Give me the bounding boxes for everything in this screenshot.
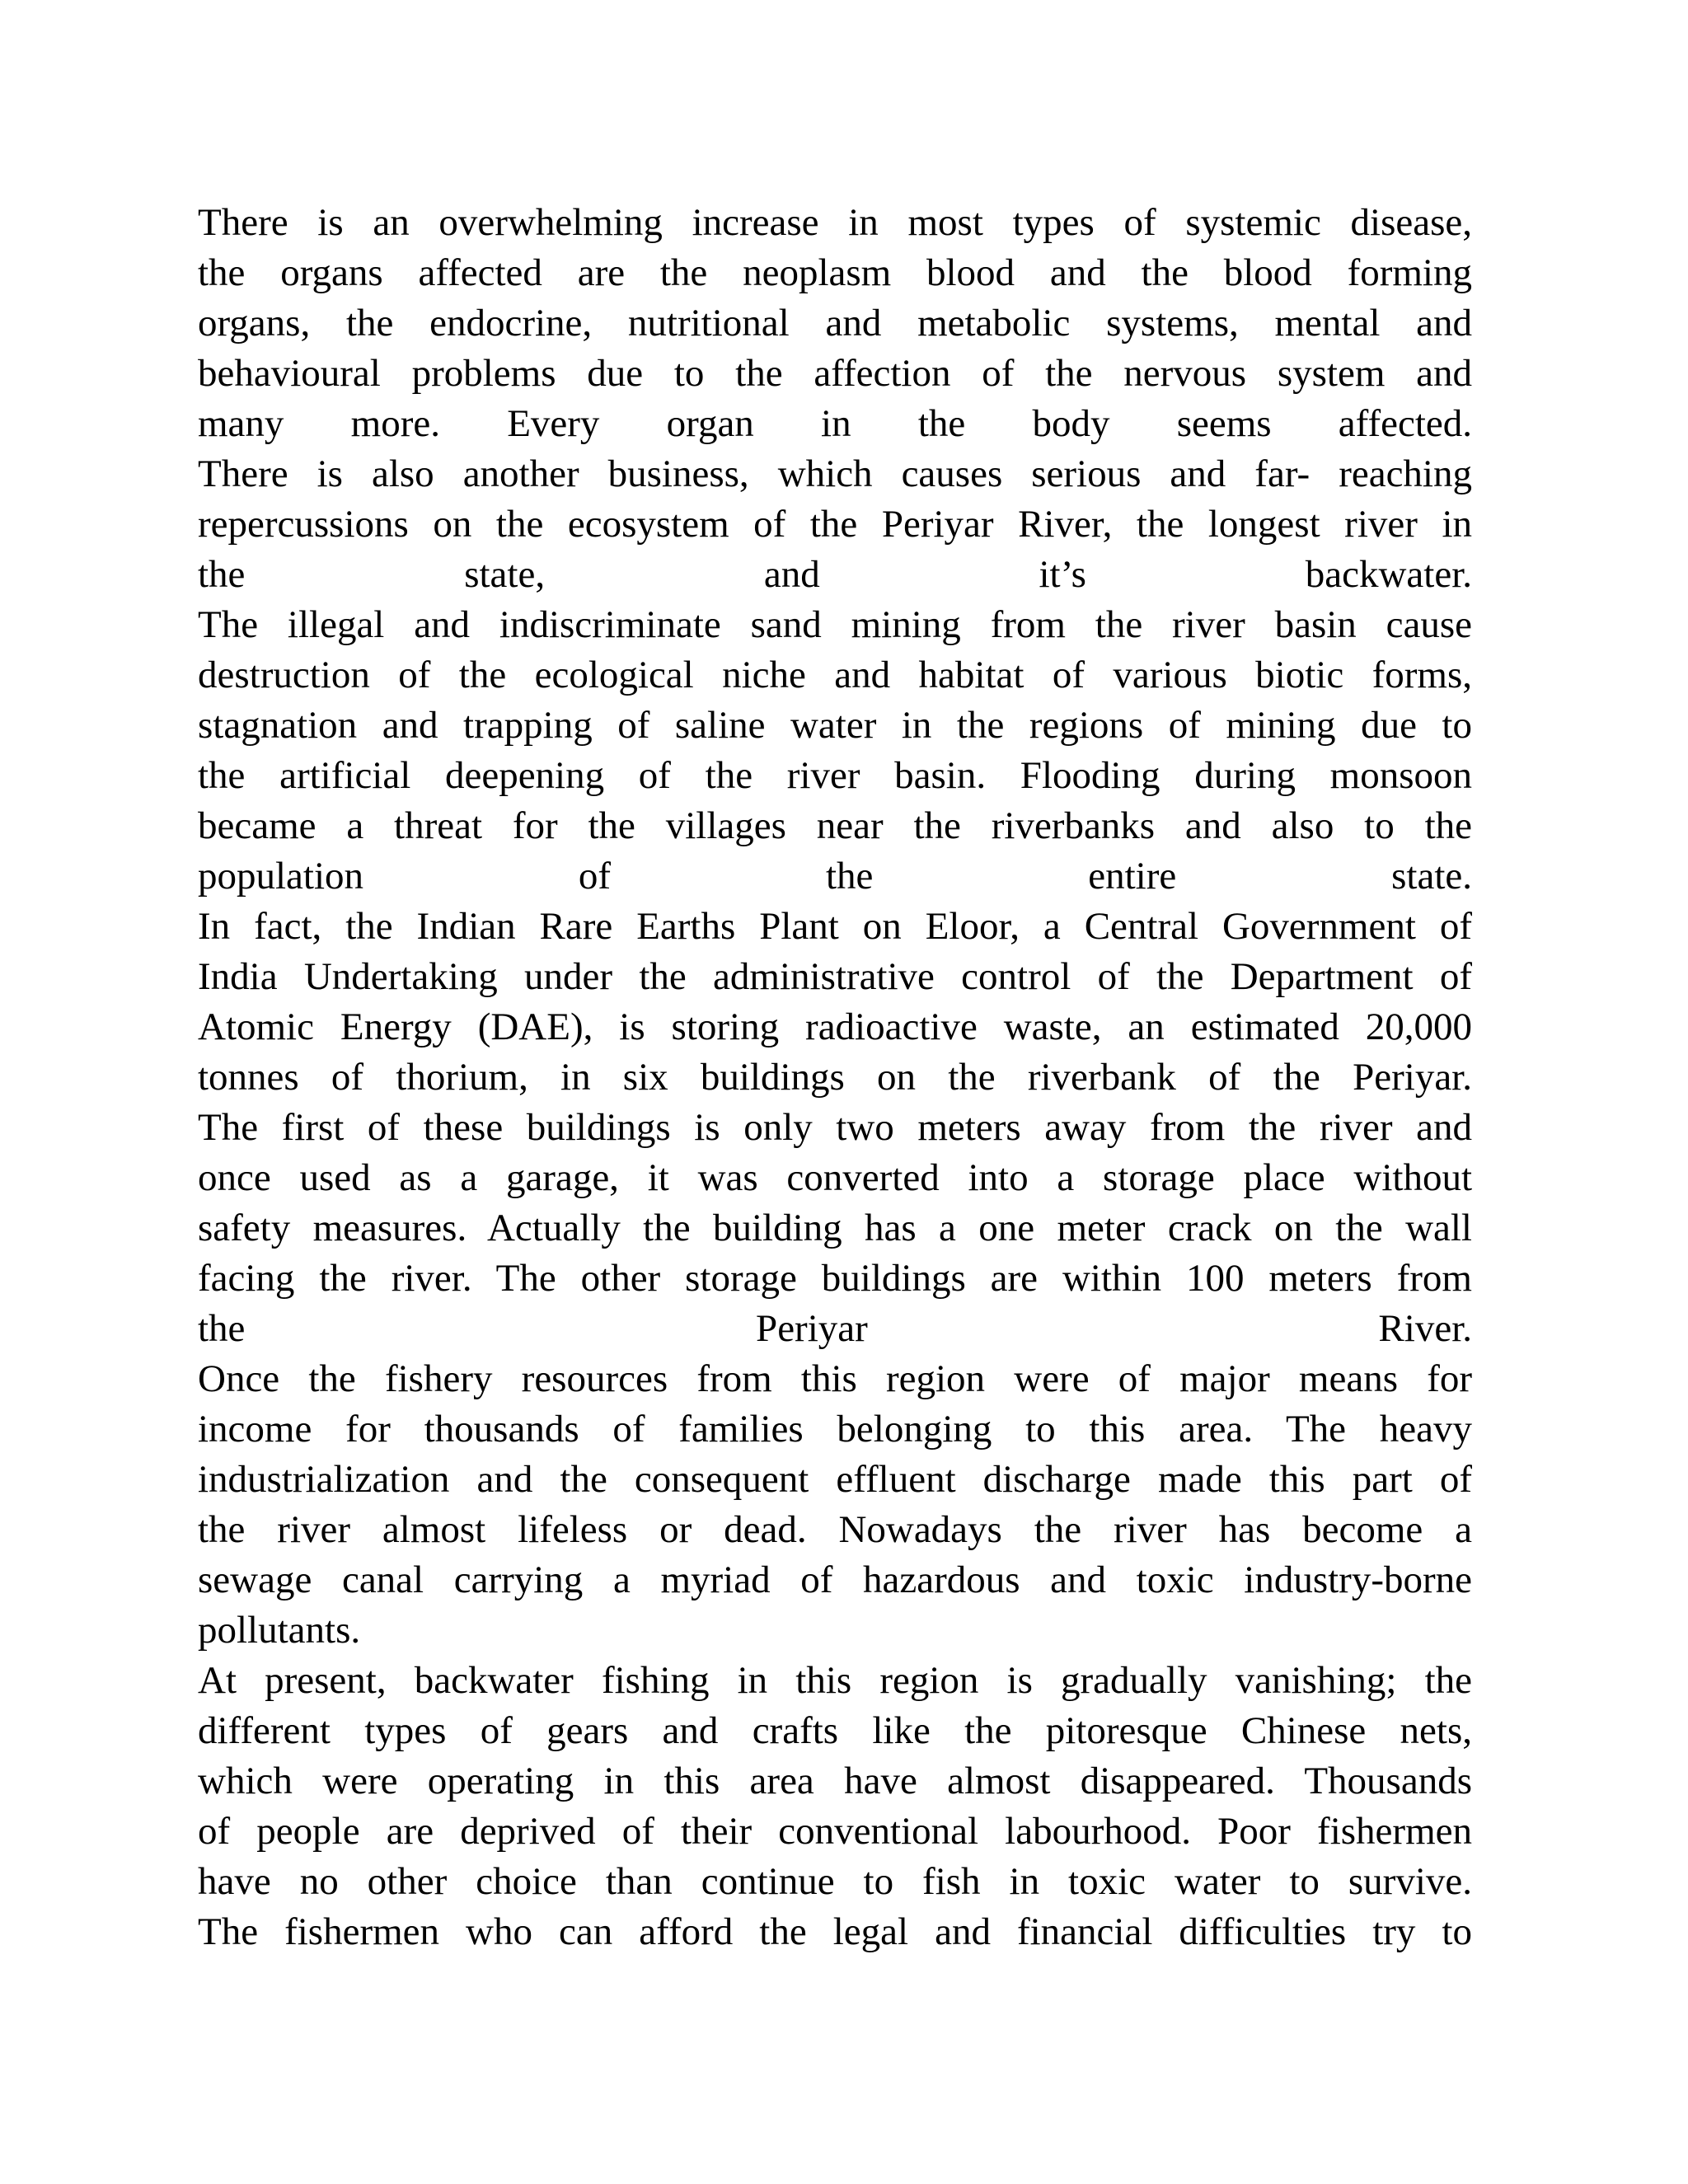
- text-line: many more. Every organ in the body seems affected.: [198, 402, 1472, 445]
- text-line: There is also another business, which causes serious and far- reaching: [198, 452, 1472, 495]
- text-line: the river almost lifeless or dead. Nowadays the river has become a: [198, 1508, 1472, 1551]
- text-line: The illegal and indiscriminate sand mining from the river basin cause: [198, 603, 1472, 646]
- text-line: The fishermen who can afford the legal and financial difficulties try to: [198, 1910, 1472, 1953]
- text-line: organs, the endocrine, nutritional and metabolic systems, mental and: [198, 302, 1472, 344]
- text-line: industrialization and the consequent effluent discharge made this part of: [198, 1458, 1472, 1501]
- text-line: At present, backwater fishing in this region is gradually vanishing; the: [198, 1659, 1472, 1702]
- text-line: different types of gears and crafts like the pitoresque Chinese nets,: [198, 1709, 1472, 1752]
- text-line: facing the river. The other storage buildings are within 100 meters from: [198, 1257, 1472, 1300]
- text-line: Atomic Energy (DAE), is storing radioactive waste, an estimated 20,000: [198, 1005, 1472, 1048]
- body-text: [198, 198, 1472, 1957]
- text-line: became a threat for the villages near the riverbanks and also to the: [198, 804, 1472, 847]
- text-line: the Periyar River.: [198, 1307, 1472, 1350]
- text-line: the artificial deepening of the river basin. Flooding during monsoon: [198, 754, 1472, 797]
- text-line: India Undertaking under the administrative control of the Department of: [198, 955, 1472, 998]
- text-line: sewage canal carrying a myriad of hazardous and toxic industry-borne: [198, 1558, 1472, 1601]
- text-line: the state, and it’s backwater.: [198, 553, 1472, 596]
- text-line: population of the entire state.: [198, 855, 1472, 898]
- text-line: safety measures. Actually the building has a one meter crack on the wall: [198, 1207, 1472, 1249]
- text-line: have no other choice than continue to fish in toxic water to survive.: [198, 1860, 1472, 1903]
- text-line: repercussions on the ecosystem of the Periyar River, the longest river in: [198, 503, 1472, 546]
- text-line: of people are deprived of their conventional labourhood. Poor fishermen: [198, 1810, 1472, 1853]
- text-line: once used as a garage, it was converted into a storage place without: [198, 1156, 1472, 1199]
- text-line: stagnation and trapping of saline water in the regions of mining due to: [198, 704, 1472, 747]
- text-line: behavioural problems due to the affection of the nervous system and: [198, 352, 1472, 395]
- text-line: destruction of the ecological niche and habitat of various biotic forms,: [198, 654, 1472, 696]
- text-line: the organs affected are the neoplasm blood and the blood forming: [198, 251, 1472, 294]
- text-line: pollutants.: [198, 1609, 361, 1652]
- text-line: Once the fishery resources from this region were of major means for: [198, 1357, 1472, 1400]
- text-line: income for thousands of families belonging to this area. The heavy: [198, 1408, 1472, 1451]
- text-line: There is an overwhelming increase in most types of systemic disease,: [198, 201, 1472, 244]
- text-line: In fact, the Indian Rare Earths Plant on Eloor, a Central Government of: [198, 905, 1472, 948]
- text-line: The first of these buildings is only two meters away from the river and: [198, 1106, 1472, 1149]
- text-line: which were operating in this area have almost disappeared. Thousands: [198, 1760, 1472, 1802]
- text-line: tonnes of thorium, in six buildings on the riverbank of the Periyar.: [198, 1056, 1472, 1099]
